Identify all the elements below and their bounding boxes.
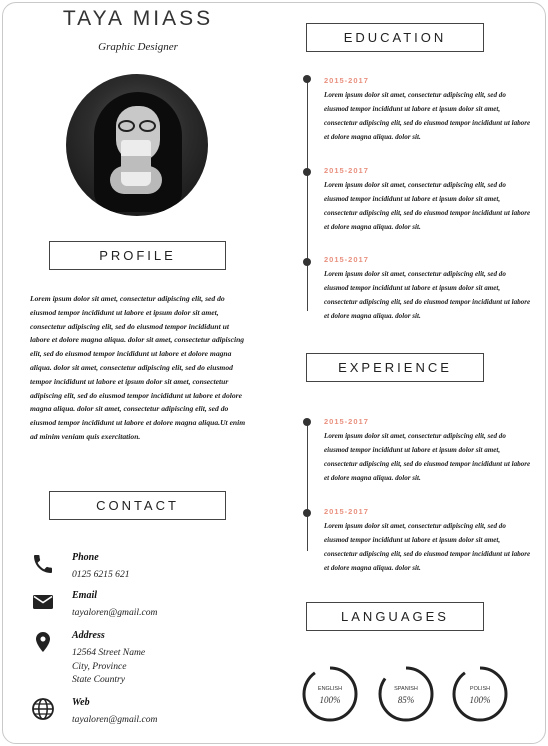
language-name: SPANISH bbox=[394, 686, 418, 692]
timeline-dot bbox=[303, 418, 311, 426]
entry-text: Lorem ipsum dolor sit amet, consectetur adipiscing elit, sed do eiusmod tempor incididunt ut labore et ipsum dolor sit amet, consectetur adipiscing elit, sed do eiusmod tempor incididunt ut labore et dolore magna aliqua. dolor sit. bbox=[324, 91, 531, 141]
email-value: tayaloren@gmail.com bbox=[72, 607, 158, 618]
resume-page bbox=[2, 2, 546, 744]
entry-text: Lorem ipsum dolor sit amet, consectetur adipiscing elit, sed do eiusmod tempor incididunt ut labore et ipsum dolor sit amet, consectetur adipiscing elit, sed do eiusmod tempor incididunt ut labore et dolore magna aliqua. dolor sit. bbox=[324, 432, 531, 482]
language-name: ENGLISH bbox=[317, 686, 343, 692]
language-percent: 85% bbox=[397, 695, 415, 705]
entry-year: 2015-2017 bbox=[324, 166, 369, 175]
web-value: tayaloren@gmail.com bbox=[72, 714, 158, 725]
timeline-dot bbox=[303, 258, 311, 266]
envelope-icon bbox=[31, 590, 55, 614]
entry-text: Lorem ipsum dolor sit amet, consectetur adipiscing elit, sed do eiusmod tempor incididunt ut labore et ipsum dolor sit amet, consectetur adipiscing elit, sed do eiusmod tempor incididunt ut labore et dolore magna aliqua. dolor sit. bbox=[324, 270, 531, 320]
language-spanish bbox=[377, 665, 435, 723]
phone-label: Phone bbox=[72, 552, 99, 563]
language-percent: 100% bbox=[469, 695, 491, 705]
entry-year: 2015-2017 bbox=[324, 507, 369, 516]
entry-text: Lorem ipsum dolor sit amet, consectetur adipiscing elit, sed do eiusmod tempor incididunt ut labore et ipsum dolor sit amet, consectetur adipiscing elit, sed do eiusmod tempor incididunt ut labore et dolore magna aliqua. dolor sit. bbox=[324, 181, 531, 231]
experience-heading: EXPERIENCE bbox=[306, 353, 484, 382]
language-polish bbox=[451, 665, 509, 723]
entry-year: 2015-2017 bbox=[324, 255, 369, 264]
education-entry bbox=[324, 166, 532, 235]
profile-heading: PROFILE bbox=[49, 241, 226, 270]
address-line-1: 12564 Street Name bbox=[72, 647, 146, 658]
profile-photo bbox=[66, 74, 208, 216]
entry-year: 2015-2017 bbox=[324, 76, 369, 85]
contact-heading: CONTACT bbox=[49, 491, 226, 520]
address-line-3: State Country bbox=[72, 674, 126, 685]
job-title: Graphic Designer bbox=[98, 41, 178, 53]
email-label: Email bbox=[72, 590, 98, 601]
phone-icon bbox=[31, 552, 55, 576]
education-timeline bbox=[307, 77, 308, 311]
profile-text: Lorem ipsum dolor sit amet, consectetur adipiscing elit, sed do eiusmod tempor incididunt ut labore et ipsum dolor sit amet, consectetur adipiscing elit, sed do eiusmod tempor incididunt ut labore et dolore magna aliqua. dolor sit amet, consectetur adipiscing elit, sed do eiusmod tempor incididunt ut labore et dolore magna aliqua. dolor sit amet, consectetur adipiscing elit, sed do eiusmod tempor incididunt ut labore et ipsum dolor sit amet, consectetur adipiscing elit, sed do eiusmod tempor incididunt ut labore et dolore magna aliqua. dolor sit amet, consectetur adipiscing elit, sed do eiusmod tempor incididunt ut labore et dolore magna aliqua.Ut enim ad minim veniam quis exercitation. bbox=[30, 294, 246, 441]
language-english bbox=[301, 665, 359, 723]
contact-email bbox=[31, 590, 231, 622]
contact-web bbox=[31, 697, 231, 729]
education-heading: EDUCATION bbox=[306, 23, 484, 52]
globe-icon bbox=[31, 697, 55, 721]
location-pin-icon bbox=[31, 630, 55, 654]
education-entry bbox=[324, 76, 532, 145]
entry-text: Lorem ipsum dolor sit amet, consectetur adipiscing elit, sed do eiusmod tempor incididunt ut labore et ipsum dolor sit amet, consectetur adipiscing elit, sed do eiusmod tempor incididunt ut labore et dolore magna aliqua. dolor sit. bbox=[324, 522, 531, 572]
address-value bbox=[72, 646, 145, 687]
contact-address bbox=[31, 630, 231, 690]
experience-entry bbox=[324, 417, 532, 486]
address-line-2: City, Province bbox=[72, 660, 127, 672]
language-name: POLISH bbox=[469, 686, 491, 692]
language-progress-ring bbox=[301, 665, 359, 723]
person-name: TAYA MIASS bbox=[62, 7, 214, 30]
education-entry bbox=[324, 255, 532, 324]
language-percent: 100% bbox=[319, 695, 341, 705]
experience-timeline bbox=[307, 419, 308, 551]
experience-entry bbox=[324, 507, 532, 576]
timeline-dot bbox=[303, 168, 311, 176]
entry-year: 2015-2017 bbox=[324, 417, 369, 426]
phone-value: 0125 6215 621 bbox=[72, 569, 130, 580]
languages-heading: LANGUAGES bbox=[306, 602, 484, 631]
web-label: Web bbox=[72, 697, 90, 708]
contact-phone bbox=[31, 552, 231, 584]
timeline-dot bbox=[303, 75, 311, 83]
address-label: Address bbox=[72, 630, 105, 641]
language-progress-ring bbox=[377, 665, 435, 723]
timeline-dot bbox=[303, 509, 311, 517]
language-progress-ring bbox=[451, 665, 509, 723]
